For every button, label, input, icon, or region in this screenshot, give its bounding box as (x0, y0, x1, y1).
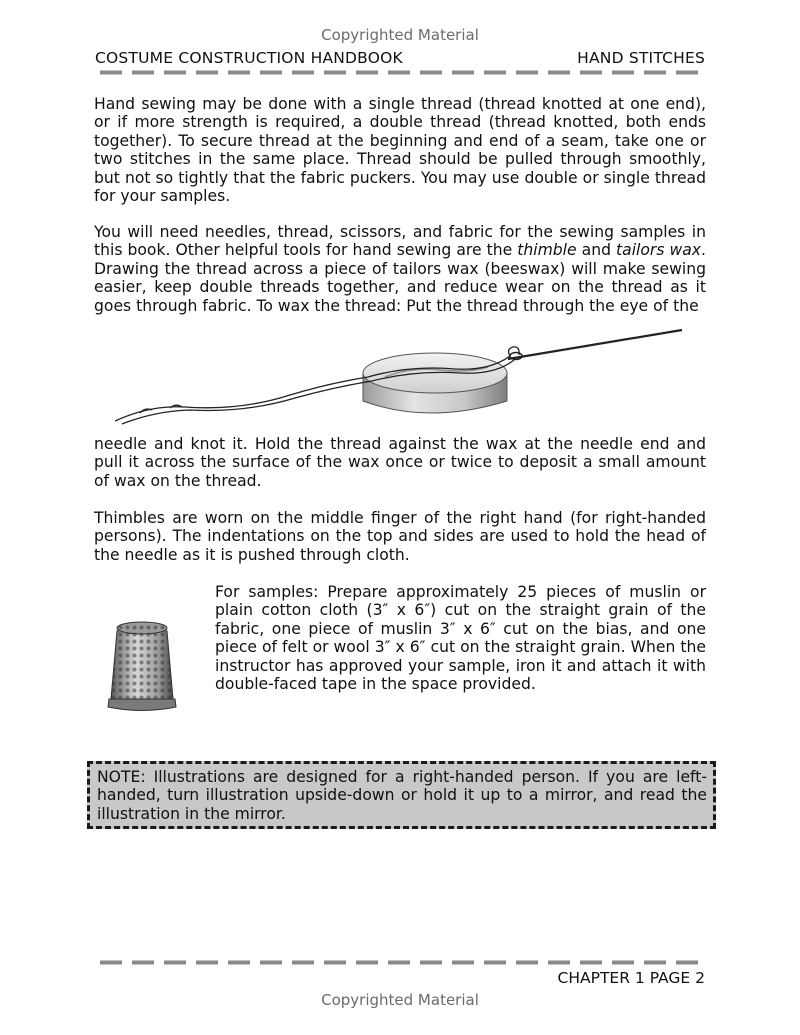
note-box (87, 761, 716, 829)
page-footer-chapter: CHAPTER 1 PAGE 2 (557, 969, 705, 987)
wax-cake (363, 353, 507, 413)
paragraph-thimbles: Thimbles are worn on the middle finger of the right hand (for right-handed persons). The indentations on the top and sides are used to hold the head of the needle as it is pushed through cloth. (94, 509, 706, 564)
needle (508, 330, 682, 360)
header-dashed-rule (100, 70, 704, 75)
paragraph-waxing-steps: needle and knot it. Hold the thread against the wax at the needle end and pull it across the surface of the wax once or twice to deposit a small amount of wax on the thread. (94, 435, 706, 490)
paragraph-tools: You will need needles, thread, scissors, and fabric for the sewing samples in this book. Other helpful tools for hand sewing are the thimble and tailors wax. Drawing the thread across a piece of tailors wax (beeswax) will make sewing easier, keep double threads together, and reduce wear on the thread as it goes through fabric. To wax the thread: Put the thread through the eye of the (94, 223, 706, 315)
watermark-top: Copyrighted Material (321, 26, 479, 44)
waxing-thread-illustration (110, 325, 700, 430)
paragraph-single-double-thread: Hand sewing may be done with a single thread (thread knotted at one end), or if more strength is required, a double thread (thread knotted, both ends together). To secure thread at the beginning and end of a seam, take one or two stitches in the same place. Thread should be pulled through smoothly, but not so tightly that the fabric puckers. You may use double or single thread for your samples. (94, 95, 706, 206)
thimble-illustration (103, 617, 181, 717)
term-tailors-wax: tailors wax (616, 241, 702, 260)
footer-dashed-rule (100, 960, 704, 965)
term-thimble: thimble (517, 241, 577, 260)
watermark-bottom: Copyrighted Material (321, 991, 479, 1009)
running-head-title: COSTUME CONSTRUCTION HANDBOOK (95, 49, 403, 67)
samples-instructions: For samples: Prepare approximately 25 pieces of muslin or plain cotton cloth (3″ x 6″) cut on the straight grain of the fabric, one piece of muslin 3″ x 6″ cut on the bias, and one piece of felt or wool 3″ x 6″ cut on the straight grain. When the instructor has approved your sample, iron it and attach it with double-faced tape in the space provided. (215, 583, 706, 694)
running-head-section: HAND STITCHES (577, 49, 705, 67)
note-text: NOTE: Illustrations are designed for a right-handed person. If you are left-handed, turn illustration upside-down or hold it up to a mirror, and read the illustration in the mirror. (97, 768, 707, 823)
